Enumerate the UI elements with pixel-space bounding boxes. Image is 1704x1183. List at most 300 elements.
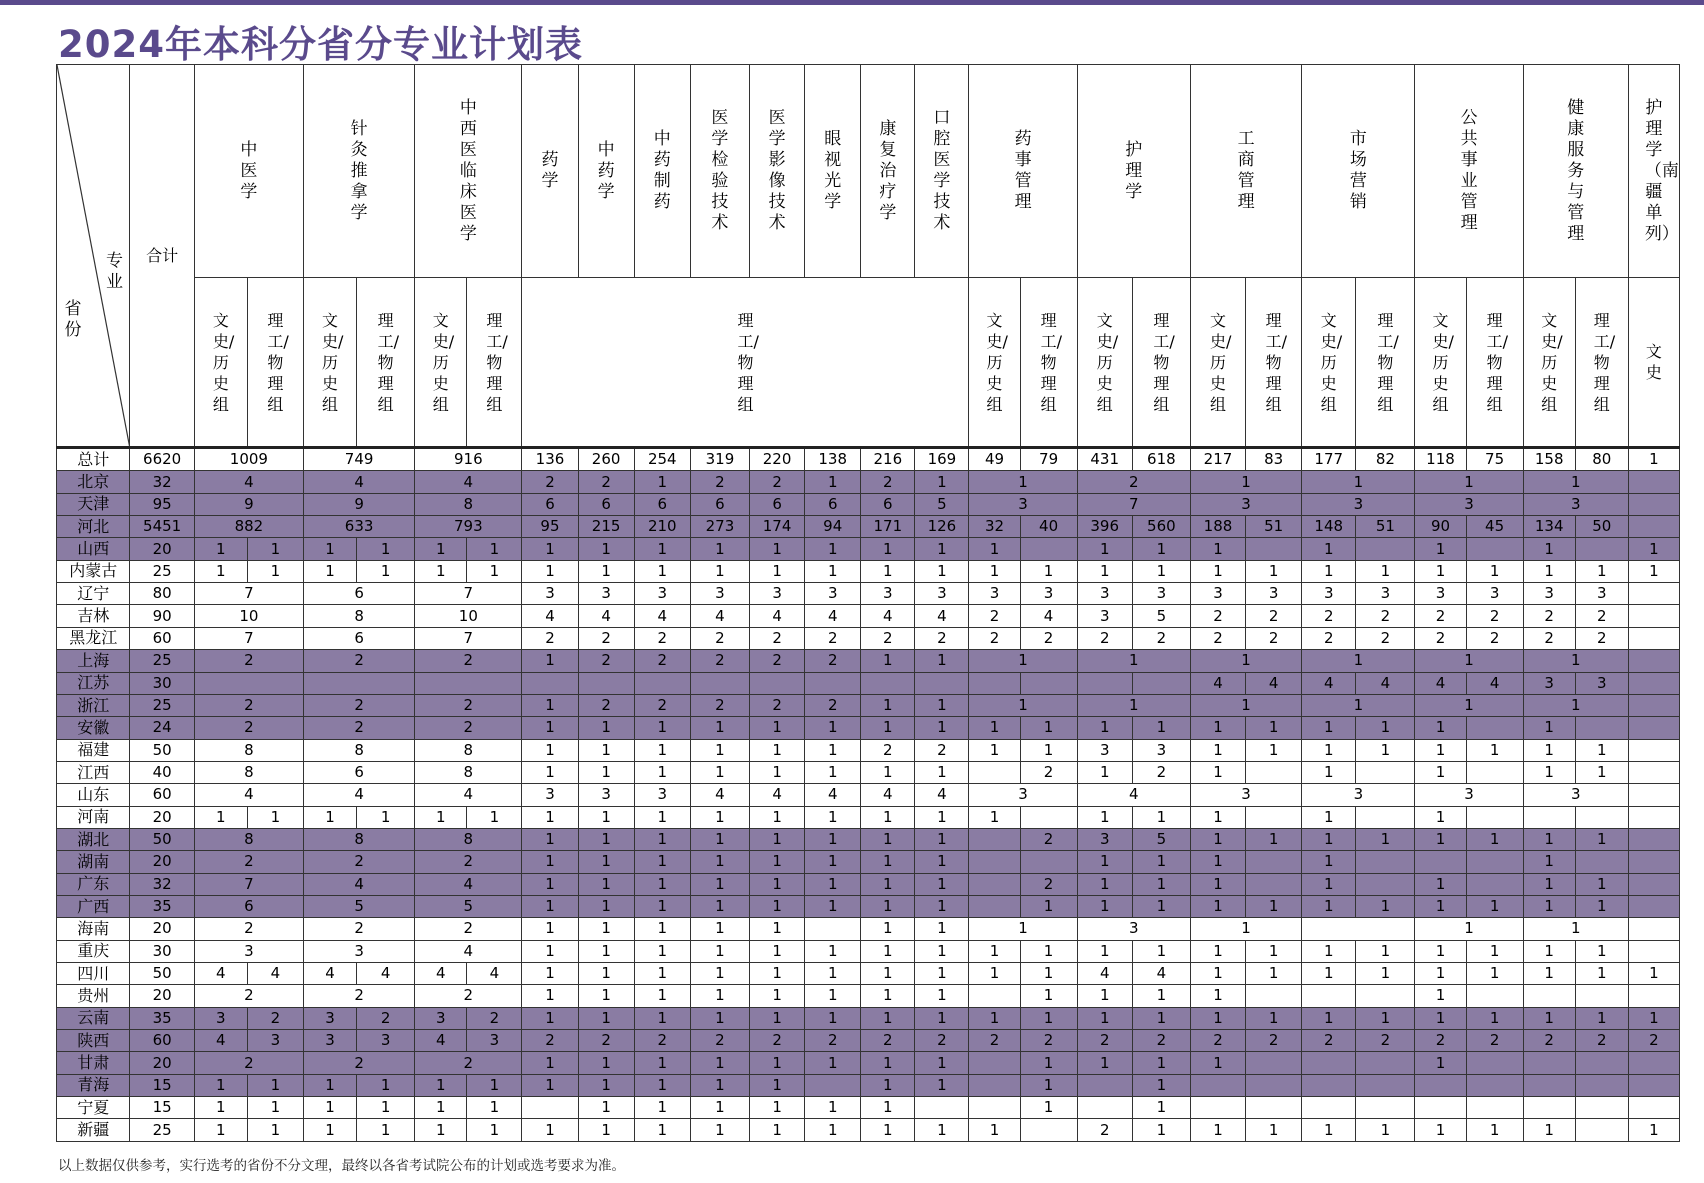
value-cell: 6 (304, 627, 415, 649)
value-cell: 7 (415, 627, 522, 649)
province-cell: 安徽 (57, 717, 130, 739)
value-cell: 1 (1466, 828, 1523, 850)
value-cell: 90 (1415, 516, 1466, 538)
value-cell: 1 (1628, 448, 1679, 471)
value-cell: 2 (1466, 627, 1523, 649)
value-cell: 1 (578, 1074, 634, 1096)
value-cell: 3 (522, 583, 578, 605)
value-cell (1466, 538, 1523, 560)
value-cell: 560 (1132, 516, 1190, 538)
value-cell (1246, 538, 1302, 560)
value-cell: 1 (1415, 806, 1466, 828)
value-cell: 2 (750, 650, 805, 672)
value-cell: 1 (578, 538, 634, 560)
value-cell: 1 (1020, 717, 1077, 739)
value-cell (1523, 806, 1575, 828)
table-row (57, 1119, 1680, 1142)
major-header (522, 65, 578, 278)
value-cell: 3 (1356, 583, 1415, 605)
value-cell (1575, 717, 1628, 739)
value-cell: 6 (304, 761, 415, 783)
value-cell: 1 (861, 761, 915, 783)
value-cell (1466, 873, 1523, 895)
value-cell (1356, 538, 1415, 560)
value-cell: 1 (522, 1007, 578, 1029)
value-cell: 20 (130, 1052, 194, 1074)
value-cell: 25 (130, 694, 194, 716)
value-cell: 215 (578, 516, 634, 538)
province-cell: 湖北 (57, 828, 130, 850)
value-cell: 3 (1190, 493, 1301, 515)
value-cell: 2 (634, 694, 690, 716)
value-cell: 3 (1575, 583, 1628, 605)
value-cell: 3 (1132, 739, 1190, 761)
value-cell (1466, 1097, 1523, 1119)
value-cell: 1 (634, 1097, 690, 1119)
subhead-li-merged-label: 理工/物理组 (737, 310, 759, 414)
value-cell: 1 (1523, 918, 1628, 940)
value-cell: 1 (969, 739, 1020, 761)
value-cell: 1 (1523, 694, 1628, 716)
value-cell: 3 (1575, 672, 1628, 694)
value-cell: 3 (969, 583, 1020, 605)
value-cell: 1 (1132, 538, 1190, 560)
major-header-label: 健康服务与管理 (1567, 97, 1585, 244)
value-cell: 1 (634, 918, 690, 940)
value-cell: 4 (750, 605, 805, 627)
subhead-wen (1077, 278, 1132, 448)
value-cell: 1 (1302, 895, 1356, 917)
value-cell: 4 (1077, 784, 1190, 806)
value-cell: 1 (1077, 1052, 1132, 1074)
value-cell: 1 (690, 1052, 749, 1074)
value-cell: 3 (304, 1007, 357, 1029)
value-cell: 4 (415, 873, 522, 895)
value-cell: 2 (1190, 605, 1245, 627)
value-cell: 1 (1356, 828, 1415, 850)
value-cell: 1 (915, 940, 969, 962)
value-cell (1020, 672, 1077, 694)
value-cell: 1 (1302, 694, 1415, 716)
value-cell: 1 (805, 1119, 861, 1142)
value-cell: 2 (1077, 1030, 1132, 1052)
value-cell: 2 (969, 627, 1020, 649)
value-cell: 2 (415, 985, 522, 1007)
value-cell: 1 (690, 985, 749, 1007)
value-cell (1466, 1074, 1523, 1096)
value-cell (861, 672, 915, 694)
value-cell (1190, 1097, 1245, 1119)
value-cell: 1 (805, 806, 861, 828)
major-header (861, 65, 915, 278)
value-cell: 1 (969, 918, 1077, 940)
value-cell: 2 (1523, 605, 1575, 627)
value-cell: 51 (1356, 516, 1415, 538)
value-cell (969, 1074, 1020, 1096)
value-cell: 1 (1020, 1052, 1077, 1074)
value-cell: 1 (1302, 806, 1356, 828)
value-cell: 1 (634, 471, 690, 493)
value-cell: 3 (1302, 493, 1415, 515)
value-cell: 618 (1132, 448, 1190, 471)
value-cell: 3 (1523, 784, 1628, 806)
table-row (57, 873, 1680, 895)
value-cell: 1 (750, 560, 805, 582)
value-cell: 1 (750, 873, 805, 895)
value-cell: 1 (304, 1074, 357, 1096)
value-cell: 1 (247, 1074, 303, 1096)
value-cell: 1 (578, 560, 634, 582)
value-cell (1077, 1097, 1132, 1119)
value-cell: 1 (578, 1007, 634, 1029)
value-cell: 9 (194, 493, 303, 515)
value-cell: 2 (304, 717, 415, 739)
value-cell: 1 (1132, 895, 1190, 917)
value-cell: 1 (915, 1052, 969, 1074)
value-cell: 1 (805, 538, 861, 560)
value-cell: 1 (805, 560, 861, 582)
value-cell: 1 (194, 1097, 247, 1119)
value-cell: 2 (690, 471, 749, 493)
value-cell (1628, 694, 1679, 716)
major-header-label: 中药制药 (653, 129, 671, 212)
value-cell: 1 (1302, 538, 1356, 560)
value-cell (1575, 851, 1628, 873)
value-cell: 8 (304, 828, 415, 850)
value-cell: 40 (1020, 516, 1077, 538)
value-cell: 2 (194, 650, 303, 672)
value-cell: 1 (750, 1119, 805, 1142)
value-cell: 1 (750, 962, 805, 984)
value-cell: 1 (1190, 650, 1301, 672)
value-cell: 1 (1575, 1007, 1628, 1029)
value-cell: 2 (415, 1052, 522, 1074)
value-cell: 2 (1246, 627, 1302, 649)
value-cell: 1 (861, 1097, 915, 1119)
subhead-li-label: 理工/物理组 (1040, 310, 1062, 414)
province-cell: 广西 (57, 895, 130, 917)
value-cell: 35 (130, 895, 194, 917)
value-cell: 1 (1415, 962, 1466, 984)
value-cell: 1 (1575, 895, 1628, 917)
value-cell: 1 (522, 717, 578, 739)
value-cell: 1 (1077, 560, 1132, 582)
value-cell: 1 (578, 873, 634, 895)
value-cell: 35 (130, 1007, 194, 1029)
value-cell: 2 (805, 694, 861, 716)
province-cell: 黑龙江 (57, 627, 130, 649)
major-header (969, 65, 1077, 278)
value-cell (1246, 873, 1302, 895)
value-cell: 8 (415, 761, 522, 783)
value-cell: 3 (247, 1030, 303, 1052)
value-cell: 2 (304, 650, 415, 672)
value-cell (969, 1097, 1020, 1119)
value-cell: 1 (1190, 717, 1245, 739)
value-cell (1628, 985, 1679, 1007)
value-cell (1302, 985, 1356, 1007)
value-cell: 1 (1575, 873, 1628, 895)
value-cell: 1 (1415, 560, 1466, 582)
value-cell: 1 (467, 1119, 522, 1142)
value-cell: 1 (1628, 1119, 1679, 1142)
value-cell (1523, 1052, 1575, 1074)
value-cell: 1 (1190, 940, 1245, 962)
value-cell: 1 (969, 940, 1020, 962)
value-cell (1077, 1074, 1132, 1096)
value-cell: 2 (415, 918, 522, 940)
value-cell: 1 (522, 873, 578, 895)
value-cell: 158 (1523, 448, 1575, 471)
subhead-li-label: 理工/物理组 (267, 310, 289, 414)
table-row (57, 694, 1680, 716)
footnote: 以上数据仅供参考，实行选考的省份不分文理，最终以各省考试院公布的计划或选考要求为准。 (58, 1158, 625, 1174)
value-cell: 1 (1077, 538, 1132, 560)
table-row (57, 538, 1680, 560)
value-cell: 1 (1523, 895, 1575, 917)
table-row (57, 560, 1680, 582)
top-accent-bar (0, 0, 1704, 5)
major-header (1302, 65, 1415, 278)
value-cell: 1 (915, 985, 969, 1007)
value-cell: 1 (467, 560, 522, 582)
value-cell: 1 (1523, 873, 1575, 895)
value-cell: 1 (1466, 940, 1523, 962)
value-cell: 1 (1077, 717, 1132, 739)
value-cell: 1 (1415, 873, 1466, 895)
value-cell (1302, 1052, 1356, 1074)
value-cell: 1 (304, 560, 357, 582)
value-cell: 1 (1302, 1119, 1356, 1142)
province-cell: 贵州 (57, 985, 130, 1007)
value-cell: 1 (522, 650, 578, 672)
value-cell: 1 (1190, 828, 1245, 850)
value-cell: 1 (969, 806, 1020, 828)
value-cell: 1 (194, 1074, 247, 1096)
value-cell: 2 (194, 985, 303, 1007)
subhead-wen (1523, 278, 1575, 448)
value-cell: 1 (1415, 1007, 1466, 1029)
province-cell: 陕西 (57, 1030, 130, 1052)
value-cell: 15 (130, 1074, 194, 1096)
value-cell: 1 (467, 1097, 522, 1119)
value-cell: 1 (750, 1007, 805, 1029)
province-cell: 重庆 (57, 940, 130, 962)
value-cell: 1 (1415, 918, 1523, 940)
value-cell: 1 (634, 851, 690, 873)
value-cell: 1 (194, 1119, 247, 1142)
value-cell: 1 (1190, 761, 1245, 783)
value-cell: 2 (578, 694, 634, 716)
value-cell: 1 (634, 739, 690, 761)
value-cell: 10 (194, 605, 303, 627)
value-cell: 4 (247, 962, 303, 984)
province-cell: 山东 (57, 784, 130, 806)
total-column-header: 合计 (130, 65, 194, 448)
value-cell (690, 672, 749, 694)
value-cell: 1 (415, 560, 467, 582)
major-header-label: 中药学 (597, 139, 615, 202)
value-cell: 1 (247, 560, 303, 582)
value-cell: 2 (690, 694, 749, 716)
value-cell (1575, 806, 1628, 828)
value-cell: 1 (969, 1007, 1020, 1029)
value-cell: 1 (1302, 560, 1356, 582)
value-cell: 1 (1575, 828, 1628, 850)
value-cell: 8 (194, 761, 303, 783)
value-cell: 1 (805, 828, 861, 850)
value-cell: 1 (578, 918, 634, 940)
value-cell: 5 (304, 895, 415, 917)
value-cell: 1 (1575, 761, 1628, 783)
value-cell: 6 (522, 493, 578, 515)
value-cell: 2 (1356, 605, 1415, 627)
value-cell: 1 (915, 650, 969, 672)
subhead-wen-label: 文史/历史组 (212, 310, 235, 414)
value-cell: 1 (915, 806, 969, 828)
province-cell: 上海 (57, 650, 130, 672)
value-cell (969, 1052, 1020, 1074)
value-cell: 2 (1020, 761, 1077, 783)
value-cell: 4 (805, 605, 861, 627)
value-cell: 95 (522, 516, 578, 538)
value-cell: 1 (1523, 650, 1628, 672)
value-cell: 2 (1190, 1030, 1245, 1052)
value-cell: 5 (1132, 828, 1190, 850)
value-cell: 1 (750, 895, 805, 917)
value-cell: 1 (1575, 739, 1628, 761)
major-header (805, 65, 861, 278)
value-cell (1628, 605, 1679, 627)
value-cell: 136 (522, 448, 578, 471)
value-cell: 1 (1523, 471, 1628, 493)
value-cell: 2 (1628, 1030, 1679, 1052)
value-cell: 1 (969, 538, 1020, 560)
value-cell: 1 (522, 1052, 578, 1074)
corner-header (57, 65, 130, 448)
value-cell: 1 (1415, 895, 1466, 917)
value-cell: 5451 (130, 516, 194, 538)
value-cell: 1 (861, 717, 915, 739)
major-header-label: 公共事业管理 (1460, 108, 1478, 233)
value-cell: 2 (861, 1030, 915, 1052)
subhead-li-label: 理工/物理组 (1486, 310, 1508, 414)
value-cell: 49 (969, 448, 1020, 471)
province-cell: 河南 (57, 806, 130, 828)
major-header-label: 市场营销 (1349, 129, 1367, 212)
major-header-label: 针灸推拿学 (350, 118, 368, 223)
value-cell: 4 (1190, 672, 1245, 694)
value-cell: 1 (522, 895, 578, 917)
value-cell: 1 (1246, 962, 1302, 984)
value-cell: 4 (522, 605, 578, 627)
value-cell: 7 (194, 873, 303, 895)
value-cell: 1 (634, 940, 690, 962)
value-cell: 1 (750, 1097, 805, 1119)
value-cell (1246, 1097, 1302, 1119)
value-cell: 177 (1302, 448, 1356, 471)
value-cell: 4 (690, 605, 749, 627)
value-cell: 3 (578, 784, 634, 806)
value-cell (1415, 1074, 1466, 1096)
value-cell (1628, 918, 1679, 940)
value-cell: 1 (1246, 717, 1302, 739)
major-header (750, 65, 805, 278)
province-cell: 四川 (57, 962, 130, 984)
value-cell: 1 (1020, 895, 1077, 917)
value-cell: 1 (1190, 985, 1245, 1007)
value-cell (1628, 627, 1679, 649)
value-cell: 1 (522, 739, 578, 761)
value-cell: 5 (415, 895, 522, 917)
value-cell: 1 (522, 962, 578, 984)
value-cell: 1 (1415, 761, 1466, 783)
value-cell: 25 (130, 650, 194, 672)
value-cell: 1 (578, 962, 634, 984)
value-cell: 1 (578, 1097, 634, 1119)
value-cell: 1 (750, 1074, 805, 1096)
value-cell: 1 (1356, 1119, 1415, 1142)
value-cell: 2 (1132, 1030, 1190, 1052)
subhead-li-label: 理工/物理组 (1593, 310, 1616, 414)
value-cell: 40 (130, 761, 194, 783)
value-cell: 20 (130, 538, 194, 560)
value-cell: 2 (194, 851, 303, 873)
value-cell: 1 (690, 940, 749, 962)
province-cell: 甘肃 (57, 1052, 130, 1074)
value-cell (805, 1074, 861, 1096)
value-cell (1246, 1074, 1302, 1096)
province-cell: 山西 (57, 538, 130, 560)
value-cell: 3 (1132, 583, 1190, 605)
value-cell: 32 (130, 873, 194, 895)
value-cell: 3 (304, 1030, 357, 1052)
value-cell: 4 (861, 784, 915, 806)
value-cell (1628, 761, 1679, 783)
value-cell: 1 (1302, 828, 1356, 850)
value-cell: 2 (805, 650, 861, 672)
value-cell: 4 (194, 962, 247, 984)
value-cell: 3 (1415, 493, 1523, 515)
value-cell: 2 (1415, 1030, 1466, 1052)
value-cell (1356, 806, 1415, 828)
value-cell: 20 (130, 851, 194, 873)
major-header-label: 医学检验技术 (711, 108, 729, 233)
value-cell: 1 (1020, 1074, 1077, 1096)
major-header (194, 65, 303, 278)
value-cell: 1 (690, 918, 749, 940)
value-cell: 5 (915, 493, 969, 515)
value-cell (1132, 672, 1190, 694)
table-row (57, 962, 1680, 984)
value-cell (1246, 806, 1302, 828)
value-cell: 1 (1132, 985, 1190, 1007)
value-cell: 15 (130, 1097, 194, 1119)
value-cell: 20 (130, 918, 194, 940)
value-cell: 2 (690, 1030, 749, 1052)
value-cell (969, 895, 1020, 917)
value-cell: 1 (1628, 538, 1679, 560)
value-cell (415, 672, 522, 694)
subhead-wen (1415, 278, 1466, 448)
value-cell: 138 (805, 448, 861, 471)
value-cell: 1 (1415, 650, 1523, 672)
value-cell: 1 (634, 1052, 690, 1074)
subhead-wen-label: 文史/历史组 (1432, 310, 1454, 414)
value-cell: 1 (1132, 806, 1190, 828)
value-cell: 1 (1466, 1007, 1523, 1029)
table-row (57, 761, 1680, 783)
